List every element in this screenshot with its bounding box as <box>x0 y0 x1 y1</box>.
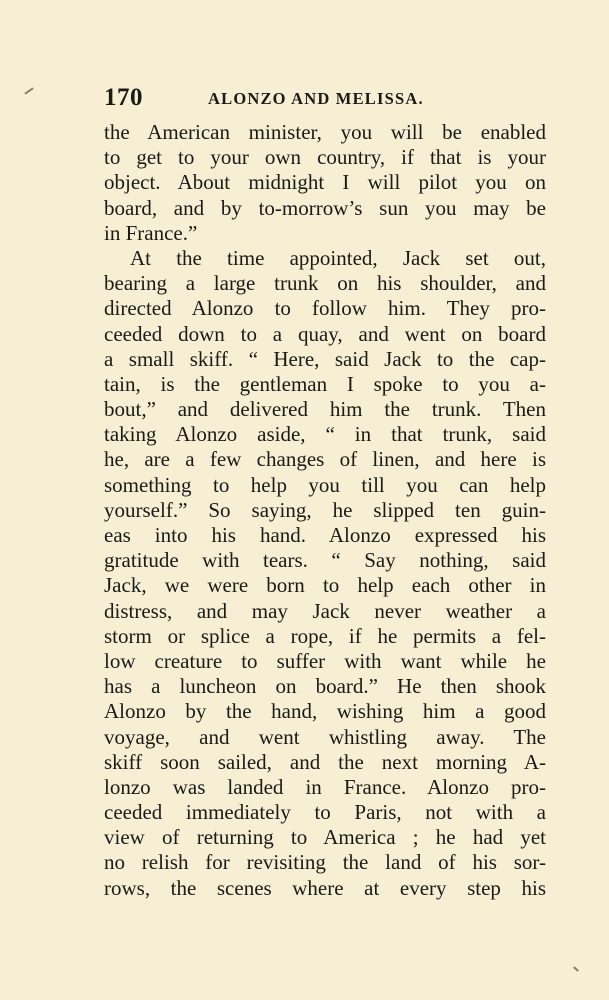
text-line: object. About midnight I will pilot you on <box>104 170 546 195</box>
text-line: ceeded immediately to Paris, not with a <box>104 800 546 825</box>
text-line: lonzo was landed in France. Alonzo pro- <box>104 774 546 799</box>
text-line: board, and by to-morrow’s sun you may be <box>104 195 546 220</box>
text-line: taking Alonzo aside, “ in that trunk, said <box>104 422 546 447</box>
page-header <box>104 84 546 114</box>
text-line: no relish for revisiting the land of his sor- <box>104 850 546 875</box>
text-line: yourself.” So saying, he slipped ten guin- <box>104 497 546 522</box>
text-line: distress, and may Jack never weather a <box>104 598 546 623</box>
text-line: At the time appointed, Jack set out, <box>130 245 546 270</box>
page-number: 170 <box>104 84 143 111</box>
text-line: in France.” <box>104 220 198 245</box>
text-line: skiff soon sailed, and the next morning A- <box>104 749 546 774</box>
text-line: gratitude with tears. “ Say nothing, said <box>104 548 546 573</box>
text-line: something to help you till you can help <box>104 472 546 497</box>
text-line: storm or splice a rope, if he permits a fel- <box>104 623 546 648</box>
margin-mark <box>24 87 33 94</box>
text-line: eas into his hand. Alonzo expressed his <box>104 523 546 547</box>
text-line: the American minister, you will be enabled <box>104 120 546 144</box>
text-line: Jack, we were born to help each other in <box>104 573 546 598</box>
text-line: he, are a few changes of linen, and here is <box>104 447 546 472</box>
text-line: Alonzo by the hand, wishing him a good <box>104 699 546 724</box>
text-line: bout,” and delivered him the trunk. Then <box>104 397 546 422</box>
body-text <box>104 120 546 901</box>
text-line: a small skiff. “ Here, said Jack to the cap- <box>104 346 546 371</box>
text-line: tain, is the gentleman I spoke to you a- <box>104 371 546 396</box>
text-line: rows, the scenes where at every step his <box>104 875 546 900</box>
text-line: has a luncheon on board.” He then shook <box>104 674 546 699</box>
text-line: low creature to suffer with want while he <box>104 648 546 673</box>
text-line: voyage, and went whistling away. The <box>104 724 546 749</box>
text-line: ceeded down to a quay, and went on board <box>104 321 546 346</box>
text-line: to get to your own country, if that is your <box>104 145 546 170</box>
text-line: directed Alonzo to follow him. They pro- <box>104 296 546 321</box>
margin-mark <box>573 966 579 971</box>
text-line: view of returning to America ; he had yet <box>104 825 546 850</box>
running-title: ALONZO AND MELISSA. <box>208 89 424 108</box>
text-line: bearing a large trunk on his shoulder, and <box>104 271 546 296</box>
